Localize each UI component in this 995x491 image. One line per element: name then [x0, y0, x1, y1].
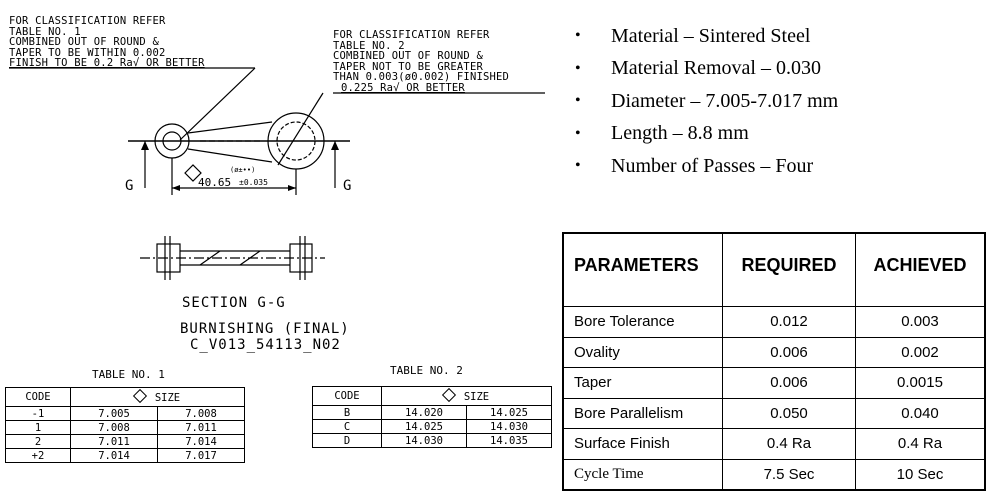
bullet-icon: • — [575, 27, 581, 45]
table-row — [563, 307, 985, 338]
code-cell: B — [313, 406, 382, 420]
size-min-cell: 7.014 — [71, 449, 158, 463]
section-label: SECTION G-G — [182, 295, 286, 311]
section-mark-right: G — [343, 178, 352, 194]
note1-line: FOR CLASSIFICATION REFER — [9, 15, 166, 27]
code-header: CODE — [6, 388, 71, 407]
achieved-cell: 0.0015 — [856, 368, 986, 399]
bullet-icon: • — [575, 92, 581, 110]
table-row — [563, 337, 985, 368]
list-item-text: Length – 8.8 mm — [611, 122, 749, 145]
size-header-cell — [71, 388, 245, 407]
list-item — [575, 150, 838, 183]
list-item — [575, 118, 838, 151]
table-row — [6, 449, 245, 463]
note2-line: FOR CLASSIFICATION REFER — [333, 29, 490, 41]
size-header: SIZE — [463, 390, 490, 403]
note2-line: THAN 0.003(ø0.002) FINISHED — [333, 71, 510, 83]
code-cell: C — [313, 420, 382, 434]
parameters-results-table — [562, 232, 986, 491]
size-max-cell: 7.008 — [158, 407, 245, 421]
size-max-cell: 14.035 — [467, 434, 552, 448]
required-header: REQUIRED — [723, 233, 856, 307]
note1-line: TAPER TO BE WITHIN 0.002 — [9, 46, 166, 59]
list-item-text: Diameter – 7.005-7.017 mm — [611, 89, 839, 112]
code-cell: 2 — [6, 435, 71, 449]
shank-bottom — [188, 149, 272, 162]
section-mark-left: G — [125, 178, 134, 194]
classification-table-2 — [312, 386, 552, 448]
required-cell: 0.006 — [723, 368, 856, 399]
parameter-cell: Bore Parallelism — [563, 398, 723, 429]
table-row — [6, 435, 245, 449]
size-header: SIZE — [154, 391, 181, 404]
parameters-header: PARAMETERS — [563, 233, 723, 307]
size-min-cell: 7.005 — [71, 407, 158, 421]
edge-symbol-icon — [442, 387, 456, 401]
table-row — [563, 398, 985, 429]
list-item-text: Material – Sintered Steel — [611, 24, 811, 47]
table-row — [313, 434, 552, 448]
required-cell: 0.050 — [723, 398, 856, 429]
list-item — [575, 20, 838, 53]
table-row — [313, 406, 552, 420]
bullet-icon: • — [575, 124, 581, 142]
dimension-tolerance: ±0.035 — [239, 178, 268, 187]
size-max-cell: 7.014 — [158, 435, 245, 449]
achieved-header: ACHIEVED — [856, 233, 986, 307]
table-row — [6, 421, 245, 435]
note2-line: TAPER NOT TO BE GREATER — [333, 60, 483, 73]
shank-top — [188, 122, 272, 133]
achieved-cell: 0.003 — [856, 307, 986, 338]
code-cell: D — [313, 434, 382, 448]
size-max-cell: 7.017 — [158, 449, 245, 463]
size-max-cell: 14.025 — [467, 406, 552, 420]
achieved-cell: 0.040 — [856, 398, 986, 429]
note1-line: FINISH TO BE 0.2 Ra√ OR BETTER — [9, 57, 205, 69]
code-cell: 1 — [6, 421, 71, 435]
dimension-value: 40.65 — [198, 176, 232, 189]
parameter-cell: Taper — [563, 368, 723, 399]
size-min-cell: 14.020 — [382, 406, 467, 420]
leader-line-2 — [278, 93, 323, 165]
table2-title: TABLE NO. 2 — [390, 364, 463, 377]
parameter-cell: Cycle Time — [563, 459, 723, 490]
required-cell: 0.012 — [723, 307, 856, 338]
size-max-cell: 7.011 — [158, 421, 245, 435]
list-item-text: Material Removal – 0.030 — [611, 57, 821, 80]
required-cell: 0.006 — [723, 337, 856, 368]
table-row — [563, 459, 985, 490]
parameter-cell: Ovality — [563, 337, 723, 368]
achieved-cell: 10 Sec — [856, 459, 986, 490]
table-row — [563, 429, 985, 460]
code-cell: -1 — [6, 407, 71, 421]
table-row — [563, 368, 985, 399]
bullet-icon: • — [575, 59, 581, 77]
bullet-icon: • — [575, 157, 581, 175]
operation-title: BURNISHING (FINAL) — [180, 321, 350, 337]
required-cell: 7.5 Sec — [723, 459, 856, 490]
list-item-text: Number of Passes – Four — [611, 154, 814, 177]
size-min-cell: 7.011 — [71, 435, 158, 449]
dimension-sub: (ø±••) — [230, 166, 256, 174]
list-item — [575, 85, 838, 118]
required-cell: 0.4 Ra — [723, 429, 856, 460]
parameter-cell: Surface Finish — [563, 429, 723, 460]
achieved-cell: 0.4 Ra — [856, 429, 986, 460]
note2-line: TABLE NO. 2 — [333, 39, 405, 52]
table1-title: TABLE NO. 1 — [92, 368, 165, 381]
note1-line: COMBINED OUT OF ROUND & — [9, 36, 159, 48]
classification-table-1 — [5, 387, 245, 463]
size-header-cell — [382, 387, 552, 406]
achieved-cell: 0.002 — [856, 337, 986, 368]
table-header-row — [563, 233, 985, 307]
table-row — [313, 420, 552, 434]
connecting-rod-svg — [0, 0, 560, 300]
size-max-cell: 14.030 — [467, 420, 552, 434]
table-row — [6, 407, 245, 421]
table-header-row — [313, 387, 552, 406]
list-item — [575, 53, 838, 86]
connecting-rod-drawing — [0, 0, 560, 300]
note2-line: COMBINED OUT OF ROUND & — [333, 50, 483, 62]
size-min-cell: 7.008 — [71, 421, 158, 435]
code-cell: +2 — [6, 449, 71, 463]
code-header: CODE — [313, 387, 382, 406]
size-min-cell: 14.030 — [382, 434, 467, 448]
note2-line: 0.225 Ra√ OR BETTER — [341, 81, 465, 94]
parameter-cell: Bore Tolerance — [563, 307, 723, 338]
edge-symbol-icon — [133, 388, 147, 402]
specification-list — [575, 20, 838, 183]
section-gg-drawing — [140, 236, 325, 280]
operation-code: C_V013_54113_N02 — [190, 337, 341, 353]
note1-line: TABLE NO. 1 — [9, 25, 81, 38]
table-header-row — [6, 388, 245, 407]
size-min-cell: 14.025 — [382, 420, 467, 434]
